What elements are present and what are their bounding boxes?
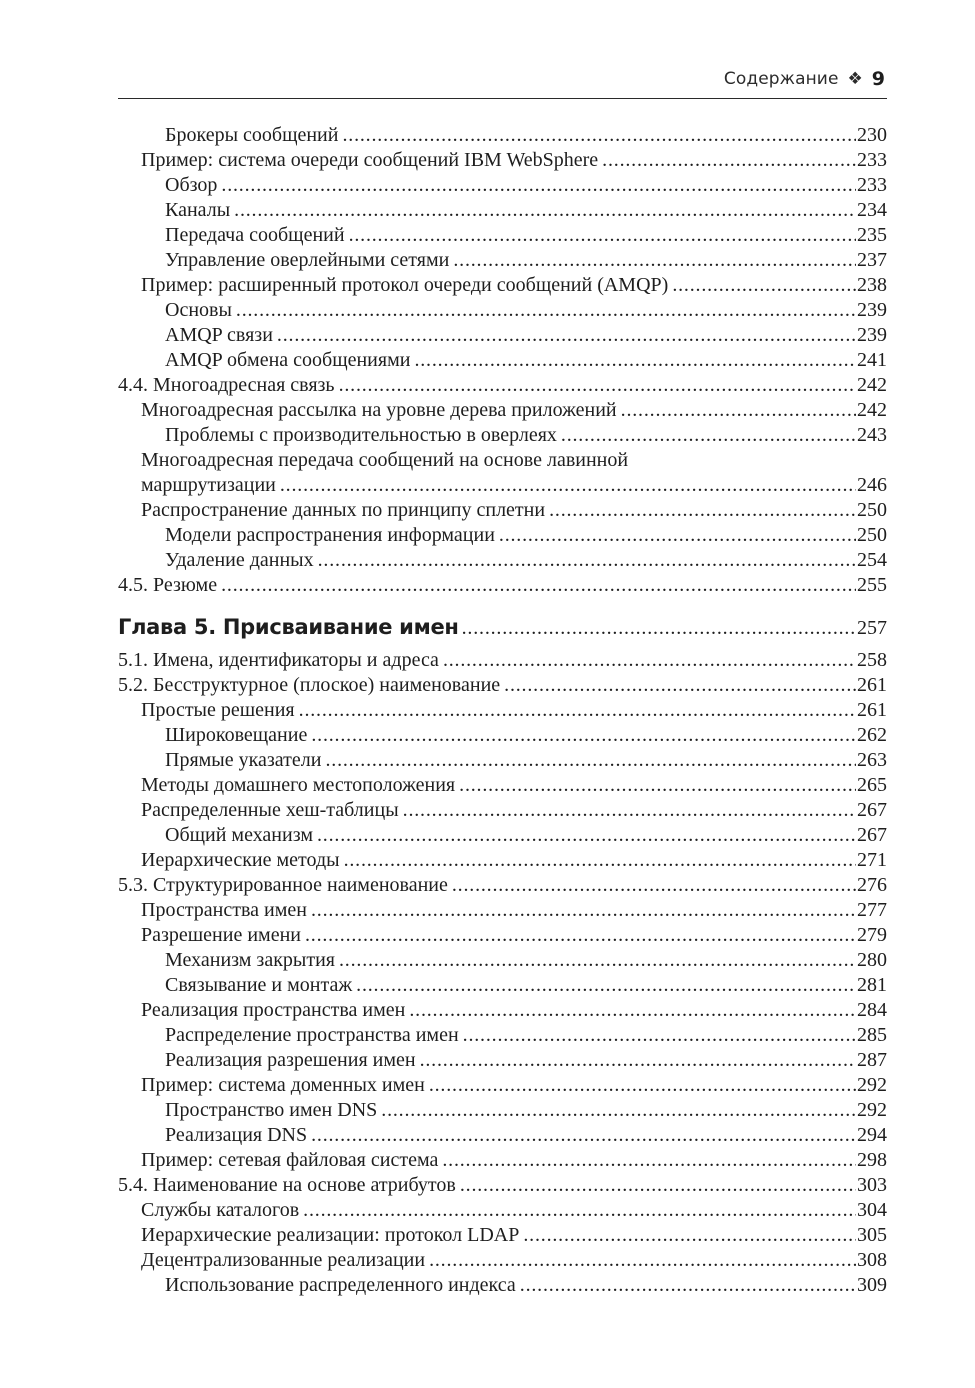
toc-entry-page: 287 — [857, 1049, 887, 1071]
toc-entry-page: 279 — [857, 924, 887, 946]
toc-entry-title: 5.4. Наименование на основе атрибутов — [118, 1174, 456, 1196]
toc-entry-page: 233 — [857, 149, 887, 171]
toc-entry[interactable] — [118, 898, 887, 923]
toc-entry-title: Управление оверлейными сетями — [165, 249, 450, 271]
toc-entry[interactable] — [118, 723, 887, 748]
toc-entry[interactable] — [118, 473, 887, 498]
dot-leader — [602, 148, 856, 173]
toc-entry[interactable] — [118, 998, 887, 1023]
toc-entry-title: Распределение пространства имен — [165, 1024, 459, 1046]
toc-entry[interactable] — [118, 798, 887, 823]
toc-entry[interactable] — [118, 748, 887, 773]
dot-leader — [311, 1123, 856, 1148]
dot-leader — [344, 848, 856, 873]
dot-leader — [460, 1173, 856, 1198]
toc-entry[interactable] — [118, 1073, 887, 1098]
toc-entry-page: 292 — [857, 1099, 887, 1121]
toc-entry[interactable] — [118, 423, 887, 448]
dot-leader — [317, 823, 856, 848]
running-header — [118, 62, 887, 99]
toc-entry[interactable] — [118, 1148, 887, 1173]
dot-leader — [549, 498, 856, 523]
toc-entry-page: 241 — [857, 349, 887, 371]
dot-leader — [672, 273, 856, 298]
toc-entry-page: 303 — [857, 1174, 887, 1196]
toc-entry-title: 4.4. Многоадресная связь — [118, 374, 335, 396]
toc-entry-title: Общий механизм — [165, 824, 313, 846]
toc-entry-title: Реализация DNS — [165, 1124, 308, 1146]
toc-entry[interactable] — [118, 1048, 887, 1073]
toc-entry-title: Реализация пространства имен — [141, 999, 406, 1021]
dot-leader — [356, 973, 856, 998]
dot-leader — [280, 473, 856, 498]
toc-entry[interactable] — [118, 1273, 887, 1298]
dot-leader — [561, 423, 856, 448]
toc-entry-title: Пространства имен — [141, 899, 307, 921]
dot-leader — [403, 798, 856, 823]
dot-leader — [462, 612, 856, 644]
toc-entry-title: Методы домашнего местоположения — [141, 774, 456, 796]
toc-entry[interactable] — [118, 323, 887, 348]
toc-entry-page: 250 — [857, 499, 887, 521]
toc-entry-page: 298 — [857, 1149, 887, 1171]
dot-leader — [452, 873, 856, 898]
dot-leader — [414, 348, 856, 373]
table-of-contents — [118, 123, 887, 1298]
toc-entry[interactable] — [118, 1098, 887, 1123]
toc-entry-page: 258 — [857, 649, 887, 671]
dot-leader — [221, 173, 856, 198]
toc-entry-page: 262 — [857, 724, 887, 746]
toc-entry-page: 243 — [857, 424, 887, 446]
toc-entry-title: Механизм закрытия — [165, 949, 335, 971]
dot-leader — [429, 1248, 856, 1273]
toc-entry[interactable] — [118, 973, 887, 998]
ornament-icon: ❖ — [847, 69, 863, 89]
toc-entry-title: Передача сообщений — [165, 224, 345, 246]
toc-entry-page: 267 — [857, 824, 887, 846]
dot-leader — [299, 698, 856, 723]
toc-entry[interactable] — [118, 673, 887, 698]
dot-leader — [453, 248, 856, 273]
toc-entry-page: 280 — [857, 949, 887, 971]
dot-leader — [349, 223, 856, 248]
toc-entry-title: Пример: сетевая файловая система — [141, 1149, 439, 1171]
toc-entry-title: Пример: система очереди сообщений IBM WebSphere — [141, 149, 599, 171]
toc-entry[interactable] — [118, 348, 887, 373]
toc-entry[interactable] — [118, 873, 887, 898]
dot-leader — [325, 748, 856, 773]
running-header-content — [724, 68, 885, 90]
toc-entry-page: 233 — [857, 174, 887, 196]
toc-entry-title: Основы — [165, 299, 232, 321]
dot-leader — [443, 648, 856, 673]
dot-leader — [523, 1223, 856, 1248]
toc-entry-title: Децентрализованные реализации — [141, 1249, 426, 1271]
toc-entry-title: Иерархические методы — [141, 849, 340, 871]
toc-entry-page: 242 — [857, 399, 887, 421]
toc-entry-title: Распределенные хеш-таблицы — [141, 799, 399, 821]
dot-leader — [342, 123, 856, 148]
toc-entry-title: Пример: расширенный протокол очереди сообщений (AMQP) — [141, 274, 669, 296]
toc-entry-title: 5.3. Структурированное наименование — [118, 874, 448, 896]
toc-section-chapter-5 — [118, 648, 887, 1298]
toc-entry[interactable] — [118, 498, 887, 523]
dot-leader — [504, 673, 856, 698]
toc-entry-page: 265 — [857, 774, 887, 796]
toc-entry-title: Многоадресная рассылка на уровне дерева приложений — [141, 399, 617, 421]
toc-entry-title: Проблемы с производительностью в оверлеях — [165, 424, 557, 446]
toc-entry-title: Удаление данных — [165, 549, 314, 571]
dot-leader — [459, 773, 856, 798]
toc-entry-title: Прямые указатели — [165, 749, 322, 771]
toc-entry-title: 5.1. Имена, идентификаторы и адреса — [118, 649, 439, 671]
dot-leader — [463, 1023, 856, 1048]
toc-entry-title: 4.5. Резюме — [118, 574, 218, 596]
toc-entry[interactable] — [118, 923, 887, 948]
toc-entry[interactable] — [118, 548, 887, 573]
toc-entry-page: 254 — [857, 549, 887, 571]
dot-leader — [339, 948, 856, 973]
toc-entry-page: 305 — [857, 1224, 887, 1246]
toc-entry-title: Распространение данных по принципу сплетни — [141, 499, 546, 521]
toc-entry[interactable] — [118, 173, 887, 198]
toc-entry-page: 292 — [857, 1074, 887, 1096]
toc-entry[interactable] — [118, 1023, 887, 1048]
dot-leader — [499, 523, 856, 548]
toc-entry[interactable] — [118, 198, 887, 223]
toc-entry-page: 308 — [857, 1249, 887, 1271]
toc-entry-page: 304 — [857, 1199, 887, 1221]
dot-leader — [236, 298, 856, 323]
toc-entry-page: 237 — [857, 249, 887, 271]
toc-entry-title: Реализация разрешения имен — [165, 1049, 416, 1071]
dot-leader — [339, 373, 856, 398]
toc-entry-title: Пример: система доменных имен — [141, 1074, 425, 1096]
toc-section-chapter-4 — [118, 123, 887, 598]
toc-entry-title: Разрешение имени — [141, 924, 301, 946]
page-number: 9 — [871, 68, 885, 90]
toc-entry[interactable] — [118, 1198, 887, 1223]
toc-entry[interactable] — [118, 373, 887, 398]
toc-entry[interactable] — [118, 573, 887, 598]
toc-entry-page: 261 — [857, 699, 887, 721]
toc-entry-page: 277 — [857, 899, 887, 921]
dot-leader — [409, 998, 856, 1023]
toc-entry[interactable] — [118, 398, 887, 423]
toc-entry-page: 261 — [857, 674, 887, 696]
toc-entry-page: 284 — [857, 999, 887, 1021]
dot-leader — [621, 398, 856, 423]
toc-entry-title: Обзор — [165, 174, 218, 196]
toc-entry-page: 239 — [857, 299, 887, 321]
toc-entry[interactable] — [118, 848, 887, 873]
dot-leader — [305, 923, 856, 948]
toc-entry-page: 263 — [857, 749, 887, 771]
toc-entry[interactable] — [118, 248, 887, 273]
toc-entry[interactable] — [118, 698, 887, 723]
toc-entry-page: 246 — [857, 474, 887, 496]
chapter-title: Глава 5. Присваивание имен — [118, 615, 459, 639]
toc-chapter-heading[interactable] — [118, 611, 887, 643]
dot-leader — [318, 548, 856, 573]
toc-entry-page: 230 — [857, 124, 887, 146]
toc-entry-title: Каналы — [165, 199, 231, 221]
toc-entry-title: Модели распространения информации — [165, 524, 495, 546]
toc-entry[interactable] — [118, 1123, 887, 1148]
running-header-title: Содержание — [723, 69, 839, 89]
toc-entry-page: 309 — [857, 1274, 887, 1296]
toc-entry-page: 238 — [857, 274, 887, 296]
dot-leader — [311, 723, 856, 748]
toc-entry[interactable] — [118, 1173, 887, 1198]
toc-entry[interactable] — [118, 823, 887, 848]
toc-entry-title: 5.2. Бесструктурное (плоское) наименование — [118, 674, 501, 696]
toc-entry[interactable] — [118, 148, 887, 173]
dot-leader — [311, 898, 856, 923]
toc-entry[interactable] — [118, 223, 887, 248]
toc-entry-page: 235 — [857, 224, 887, 246]
dot-leader — [381, 1098, 856, 1123]
toc-entry-page: 271 — [857, 849, 887, 871]
dot-leader — [234, 198, 856, 223]
toc-entry-page: 234 — [857, 199, 887, 221]
toc-entry[interactable] — [118, 648, 887, 673]
toc-entry[interactable] — [118, 523, 887, 548]
toc-entry-page: 255 — [857, 574, 887, 596]
toc-entry-page: 285 — [857, 1024, 887, 1046]
toc-entry[interactable] — [118, 273, 887, 298]
toc-entry-title: маршрутизации — [141, 474, 276, 496]
toc-entry-title: AMQP обмена сообщениями — [165, 349, 411, 371]
toc-entry-page: 281 — [857, 974, 887, 996]
toc-entry-title: Широковещание — [165, 724, 308, 746]
toc-entry-line: Многоадресная передача сообщений на основе лавинной — [141, 449, 629, 471]
dot-leader — [420, 1048, 856, 1073]
chapter-page-number: 257 — [857, 617, 887, 639]
dot-leader — [221, 573, 856, 598]
toc-entry-page: 276 — [857, 874, 887, 896]
toc-entry-title: Службы каталогов — [141, 1199, 300, 1221]
dot-leader — [277, 323, 856, 348]
toc-entry[interactable] — [118, 1248, 887, 1273]
toc-entry-title: AMQP связи — [165, 324, 273, 346]
dot-leader — [442, 1148, 856, 1173]
toc-entry-title: Иерархические реализации: протокол LDAP — [141, 1224, 520, 1246]
toc-entry-title: Пространство имен DNS — [165, 1099, 378, 1121]
toc-entry[interactable] — [118, 1223, 887, 1248]
dot-leader — [520, 1273, 856, 1298]
toc-entry[interactable] — [118, 773, 887, 798]
dot-leader — [429, 1073, 856, 1098]
toc-entry[interactable] — [118, 298, 887, 323]
toc-entry-page: 267 — [857, 799, 887, 821]
dot-leader — [303, 1198, 856, 1223]
toc-entry-title: Использование распределенного индекса — [165, 1274, 516, 1296]
toc-entry[interactable] — [118, 948, 887, 973]
toc-entry-page: 242 — [857, 374, 887, 396]
toc-entry-page: 250 — [857, 524, 887, 546]
toc-entry[interactable] — [118, 123, 887, 148]
toc-entry-page: 239 — [857, 324, 887, 346]
toc-entry-title: Простые решения — [141, 699, 295, 721]
toc-entry-title: Связывание и монтаж — [165, 974, 353, 996]
toc-entry-page: 294 — [857, 1124, 887, 1146]
toc-entry-title: Брокеры сообщений — [165, 124, 339, 146]
